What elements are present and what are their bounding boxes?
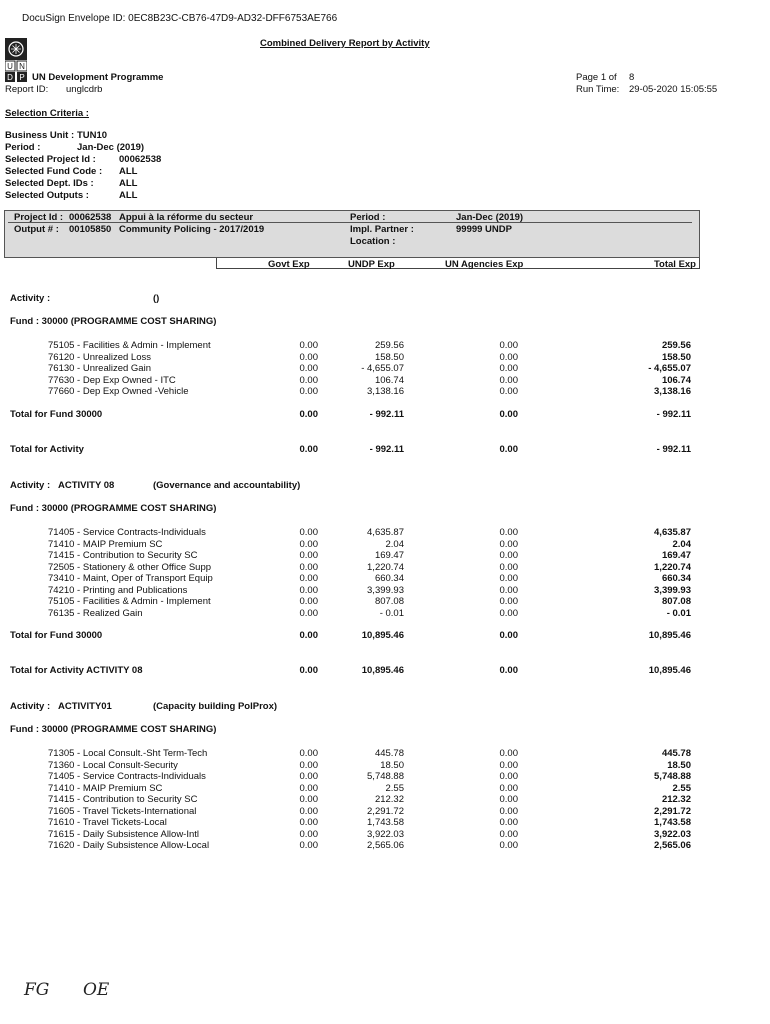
account-row-govt: 0.00: [299, 584, 318, 596]
account-row-total: 106.74: [661, 374, 691, 386]
account-row-govt: 0.00: [299, 759, 318, 771]
account-row-govt: 0.00: [299, 817, 318, 828]
account-row-undp: 2.04: [385, 538, 404, 550]
account-row-govt: 0.00: [299, 782, 318, 794]
project-name: Appui à la réforme du secteur: [119, 212, 254, 223]
activity-total-total: 10,895.46: [648, 665, 691, 676]
account-row-agencies: 0.00: [499, 794, 518, 805]
account-row-total: 169.47: [661, 550, 691, 561]
fund-label: Fund : 30000 (PROGRAMME COST SHARING): [10, 316, 217, 327]
account-row-govt: 0.00: [299, 351, 318, 363]
criteria-value: ALL: [119, 178, 138, 189]
account-row-govt: 0.00: [299, 607, 318, 619]
svg-text:D: D: [7, 73, 13, 82]
partner-label: Impl. Partner :: [350, 224, 414, 235]
account-row-agencies: 0.00: [499, 363, 518, 374]
activity-code: ACTIVITY01: [58, 701, 112, 712]
selection-heading: Selection Criteria :: [5, 108, 89, 119]
account-row-label: 76135 - Realized Gain: [48, 607, 143, 619]
account-row-label: 71305 - Local Consult.-Sht Term-Tech: [48, 748, 208, 759]
account-row-label: 71410 - MAIP Premium SC: [48, 782, 163, 794]
account-row-label: 71405 - Service Contracts-Individuals: [48, 771, 206, 782]
account-row-total: 5,748.88: [654, 771, 691, 782]
account-row-undp: 106.74: [374, 374, 404, 386]
account-row-agencies: 0.00: [499, 340, 518, 351]
activity-total-undp: - 992.11: [369, 443, 404, 455]
account-row-undp: 3,399.93: [367, 584, 404, 596]
criteria-value: TUN10: [77, 130, 108, 141]
fund-total-label: Total for Fund 30000: [10, 408, 103, 420]
criteria-label: Period :: [5, 142, 41, 153]
output-name: Community Policing - 2017/2019: [119, 224, 265, 235]
activity-code: ACTIVITY 08: [58, 480, 115, 491]
account-row-total: 445.78: [661, 748, 691, 759]
envelope-id: DocuSign Envelope ID: 0EC8B23C-CB76-47D9-AD32-DFF6753AE766: [22, 13, 338, 24]
account-row-agencies: 0.00: [499, 573, 518, 584]
account-row-govt: 0.00: [299, 573, 318, 584]
col-undp-exp: UNDP Exp: [348, 259, 395, 270]
criteria-value: 00062538: [119, 154, 162, 165]
activity-label: Activity :: [10, 701, 51, 712]
account-row-total: 4,635.87: [654, 527, 691, 538]
account-row-agencies: 0.00: [499, 805, 518, 817]
account-row-total: 1,220.74: [654, 561, 691, 573]
location-label: Location :: [350, 236, 396, 247]
activity-total-agencies: 0.00: [499, 443, 518, 455]
svg-text:P: P: [19, 73, 25, 82]
account-row-govt: 0.00: [299, 748, 318, 759]
run-time-label: Run Time:: [576, 84, 620, 95]
output-id: 00105850: [69, 224, 112, 235]
account-row-govt: 0.00: [299, 805, 318, 817]
criteria-value: ALL: [119, 190, 138, 201]
period-label: Period :: [350, 212, 386, 223]
account-row-govt: 0.00: [299, 561, 318, 573]
criteria-label: Selected Outputs :: [5, 190, 89, 201]
account-row-govt: 0.00: [299, 771, 318, 782]
account-row-total: 2.55: [672, 782, 691, 794]
account-row-undp: - 0.01: [379, 607, 404, 619]
fund-label: Fund : 30000 (PROGRAMME COST SHARING): [10, 724, 217, 735]
fund-total-total: 10,895.46: [648, 630, 691, 641]
account-row-total: - 4,655.07: [648, 363, 691, 374]
account-row-label: 71410 - MAIP Premium SC: [48, 538, 163, 550]
account-row-total: 2,565.06: [654, 840, 691, 851]
report-id-label: Report ID:: [5, 84, 49, 95]
account-row-label: 76130 - Unrealized Gain: [48, 363, 151, 374]
account-row-undp: 1,743.58: [367, 817, 404, 828]
account-row-govt: 0.00: [299, 828, 318, 840]
activity-total-label: Total for Activity: [10, 443, 84, 455]
account-row-label: 74210 - Printing and Publications: [48, 584, 188, 596]
col-total-exp: Total Exp: [653, 259, 696, 270]
account-row-undp: 259.56: [374, 340, 404, 351]
svg-text:U: U: [7, 62, 13, 71]
period-value: Jan-Dec (2019): [456, 212, 524, 223]
account-row-undp: 3,138.16: [367, 386, 404, 397]
fund-total-agencies: 0.00: [499, 630, 518, 641]
account-row-total: 158.50: [661, 351, 691, 363]
account-row-undp: 3,922.03: [367, 828, 404, 840]
partner-value: 99999 UNDP: [456, 224, 512, 235]
account-row-undp: 169.47: [374, 550, 404, 561]
account-row-total: 1,743.58: [654, 817, 691, 828]
account-row-undp: 1,220.74: [367, 561, 404, 573]
account-row-govt: 0.00: [299, 527, 318, 538]
account-row-total: 2.04: [672, 538, 691, 550]
account-row-agencies: 0.00: [499, 817, 518, 828]
account-row-total: 807.08: [661, 596, 691, 607]
col-govt-exp: Govt Exp: [268, 259, 310, 270]
criteria-label: Selected Dept. IDs :: [5, 178, 94, 189]
account-row-label: 71610 - Travel Tickets-Local: [48, 817, 167, 828]
activity-total-agencies: 0.00: [499, 665, 518, 676]
account-row-undp: 18.50: [380, 759, 404, 771]
page-total: 8: [629, 72, 635, 83]
initial-2: OE: [83, 980, 110, 1000]
account-row-total: 3,922.03: [654, 828, 691, 840]
activity-total-total: - 992.11: [656, 443, 691, 455]
account-row-undp: 2,291.72: [367, 805, 404, 817]
account-row-agencies: 0.00: [499, 828, 518, 840]
criteria-label: Business Unit :: [5, 130, 75, 141]
account-row-undp: 807.08: [374, 596, 404, 607]
fund-total-undp: - 992.11: [369, 408, 404, 420]
col-un-agencies-exp: UN Agencies Exp: [445, 259, 524, 270]
account-row-label: 77630 - Dep Exp Owned - ITC: [48, 374, 176, 386]
activity-desc: (): [153, 293, 160, 304]
account-row-govt: 0.00: [299, 340, 318, 351]
fund-total-govt: 0.00: [299, 630, 318, 641]
report-title: Combined Delivery Report by Activity: [260, 38, 430, 49]
account-row-agencies: 0.00: [499, 374, 518, 386]
initial-1: FG: [24, 980, 50, 1000]
account-row-agencies: 0.00: [499, 596, 518, 607]
project-id-label: Project Id :: [14, 212, 64, 223]
output-label: Output # :: [14, 224, 59, 235]
page-label: Page 1 of: [576, 72, 617, 83]
account-row-total: 212.32: [661, 794, 691, 805]
activity-total-undp: 10,895.46: [361, 665, 404, 676]
account-row-govt: 0.00: [299, 794, 318, 805]
account-row-label: 71615 - Daily Subsistence Allow-Intl: [48, 828, 200, 840]
account-row-govt: 0.00: [299, 538, 318, 550]
account-row-label: 75105 - Facilities & Admin - Implement: [48, 340, 211, 351]
org-name: UN Development Programme: [32, 72, 164, 83]
account-row-agencies: 0.00: [499, 550, 518, 561]
activity-total-label: Total for Activity ACTIVITY 08: [10, 665, 143, 676]
fund-total-govt: 0.00: [299, 408, 318, 420]
account-row-undp: 5,748.88: [367, 771, 404, 782]
criteria-label: Selected Project Id :: [5, 154, 96, 165]
activity-label: Activity :: [10, 480, 51, 491]
account-row-agencies: 0.00: [499, 759, 518, 771]
account-row-total: 18.50: [667, 759, 691, 771]
account-row-label: 71415 - Contribution to Security SC: [48, 794, 198, 805]
criteria-value: Jan-Dec (2019): [77, 142, 145, 153]
account-row-total: 3,399.93: [654, 584, 691, 596]
account-row-total: 2,291.72: [654, 805, 691, 817]
account-row-agencies: 0.00: [499, 782, 518, 794]
account-row-govt: 0.00: [299, 363, 318, 374]
criteria-value: ALL: [119, 166, 138, 177]
account-row-agencies: 0.00: [499, 584, 518, 596]
svg-text:N: N: [19, 62, 25, 71]
activity-desc: (Capacity building PolProx): [153, 701, 278, 712]
account-row-agencies: 0.00: [499, 771, 518, 782]
account-row-govt: 0.00: [299, 550, 318, 561]
account-row-govt: 0.00: [299, 596, 318, 607]
account-row-undp: 445.78: [374, 748, 404, 759]
account-row-label: 71360 - Local Consult-Security: [48, 759, 178, 771]
activity-label: Activity :: [10, 293, 51, 304]
fund-total-label: Total for Fund 30000: [10, 630, 103, 641]
account-row-agencies: 0.00: [499, 386, 518, 397]
account-row-undp: 4,635.87: [367, 527, 404, 538]
account-row-undp: - 4,655.07: [361, 363, 404, 374]
account-row-label: 71605 - Travel Tickets-International: [48, 805, 197, 817]
activity-total-govt: 0.00: [299, 665, 318, 676]
account-row-label: 71405 - Service Contracts-Individuals: [48, 527, 206, 538]
account-row-undp: 212.32: [374, 794, 404, 805]
account-row-undp: 2.55: [385, 782, 404, 794]
account-row-label: 73410 - Maint, Oper of Transport Equip: [48, 573, 213, 584]
account-row-undp: 660.34: [374, 573, 404, 584]
account-row-total: 259.56: [661, 340, 691, 351]
fund-total-agencies: 0.00: [499, 408, 518, 420]
account-row-label: 71620 - Daily Subsistence Allow-Local: [48, 840, 210, 851]
report-id: unglcdrb: [66, 84, 103, 95]
account-row-label: 72505 - Stationery & other Office Supp: [48, 561, 212, 573]
fund-label: Fund : 30000 (PROGRAMME COST SHARING): [10, 503, 217, 514]
fund-total-total: - 992.11: [656, 408, 691, 420]
account-row-govt: 0.00: [299, 374, 318, 386]
account-row-agencies: 0.00: [499, 561, 518, 573]
account-row-label: 77660 - Dep Exp Owned -Vehicle: [48, 386, 189, 397]
account-row-undp: 2,565.06: [367, 840, 404, 851]
account-row-total: - 0.01: [666, 607, 691, 619]
run-time: 29-05-2020 15:05:55: [629, 84, 718, 95]
fund-total-undp: 10,895.46: [361, 630, 404, 641]
account-row-label: 76120 - Unrealized Loss: [48, 351, 151, 363]
activity-total-govt: 0.00: [299, 443, 318, 455]
undp-logo: [5, 38, 27, 82]
account-row-total: 3,138.16: [654, 386, 691, 397]
account-row-label: 71415 - Contribution to Security SC: [48, 550, 198, 561]
account-row-agencies: 0.00: [499, 748, 518, 759]
account-row-agencies: 0.00: [499, 607, 518, 619]
account-row-total: 660.34: [661, 573, 691, 584]
account-row-govt: 0.00: [299, 386, 318, 397]
activity-desc: (Governance and accountability): [153, 480, 301, 491]
account-row-agencies: 0.00: [499, 527, 518, 538]
account-row-govt: 0.00: [299, 840, 318, 851]
criteria-label: Selected Fund Code :: [5, 166, 103, 177]
account-row-undp: 158.50: [374, 351, 404, 363]
account-row-label: 75105 - Facilities & Admin - Implement: [48, 596, 211, 607]
project-id: 00062538: [69, 212, 112, 223]
account-row-agencies: 0.00: [499, 840, 518, 851]
account-row-agencies: 0.00: [499, 351, 518, 363]
account-row-agencies: 0.00: [499, 538, 518, 550]
